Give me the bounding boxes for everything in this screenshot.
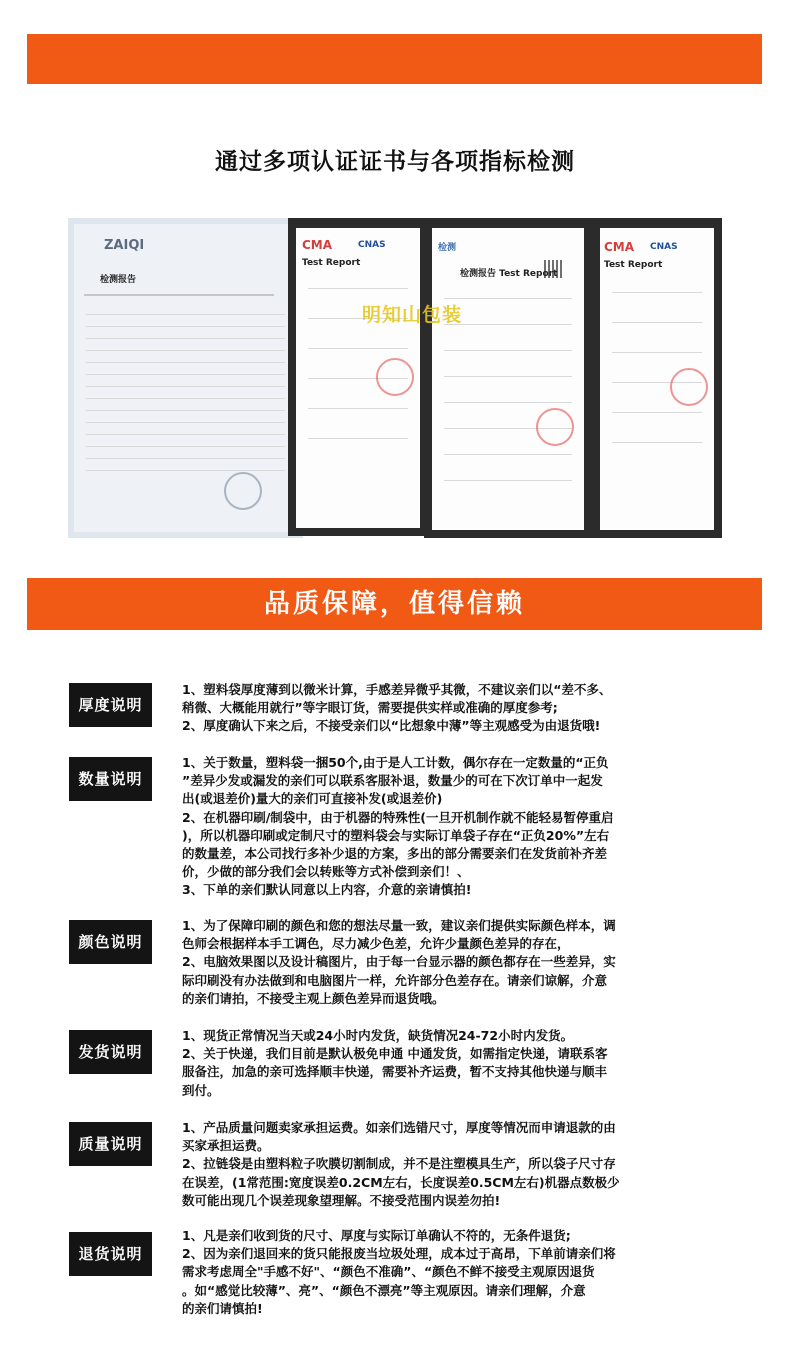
certificate-image-3 [424, 218, 592, 538]
text-returns: 1、凡是亲们收到货的尺寸、厚度与实际订单确认不符的，无条件退货; 2、因为亲们退回来的货只能报废当垃圾处理，成本过于高昂，下单前请亲们将 需求考虑周全"手感不好"、“颜色不准确”、“颜色不鲜不接受主观原因退货 。如“感觉比较薄”、亮”、“颜色不漂亮”等主观原因。请亲们理解，介意 的亲们请慎拍! [182, 1228, 616, 1316]
cert-header-3: 检测报告 Test Report [460, 269, 558, 279]
label-color: 颜色说明 [69, 920, 152, 964]
cert-header-1: 检测报告 [100, 275, 137, 285]
label-quantity: 数量说明 [69, 757, 152, 801]
certificates-gallery [68, 218, 722, 538]
cert-logo-4: CMA [604, 240, 635, 254]
watermark-text: 明知山包装 [362, 304, 463, 326]
cnas-icon: CNAS [358, 240, 386, 250]
text-shipping: 1、现货正常情况当天或24小时内发货，缺货情况24-72小时内发货。 2、关于快递，我们目前是默认极免申通 中通发货，如需指定快递，请联系客 服备注，加急的亲可选择顺丰快递，需要补齐运费，暂不支持其他快递与顺丰 到付。 [182, 1028, 608, 1098]
cnas-icon: CNAS [650, 242, 678, 252]
certificate-image-2 [288, 218, 424, 536]
quality-banner: 品质保障，值得信赖 [27, 578, 762, 630]
text-color: 1、为了保障印刷的颜色和您的想法尽量一致，建议亲们提供实际颜色样本，调 色师会根据样本手工调色，尽力减少色差，允许少量颜色差异的存在， 2、电脑效果图以及设计稿图片，由于每一台显示器的颜色都存在一些差异，实 际印刷没有办法做到和电脑图片一样，允许部分色差存在。请亲们谅解，介意 的亲们请拍，不接受主观上颜色差异而退货哦。 [182, 918, 616, 1006]
text-quality: 1、产品质量问题卖家承担运费。如亲们选错尺寸，厚度等情况而申请退款的由 买家承担运费。 2、拉链袋是由塑料粒子吹膜切割制成，并不是注塑模具生产，所以袋子尺寸存 在误差，(1常范围:宽度误差0.2CM左右，长度误差0.5CM左右)机器点数极少 数可能出现几个误差现象望理解。不接受范围内误差勿拍! [182, 1120, 620, 1208]
stamp-icon [670, 368, 708, 406]
stamp-icon [536, 408, 574, 446]
label-quality: 质量说明 [69, 1122, 152, 1166]
stamp-icon [376, 358, 414, 396]
cert-header-2: Test Report [302, 258, 361, 268]
certificate-image-1 [68, 218, 303, 538]
cert-header-4: Test Report [604, 260, 663, 270]
label-returns: 退货说明 [69, 1232, 152, 1276]
top-orange-bar [27, 34, 762, 84]
cert-logo-2: CMA [302, 238, 333, 252]
text-quantity: 1、关于数量，塑料袋一捆50个,由于是人工计数，偶尔存在一定数量的“正负 ”差异少发或漏发的亲们可以联系客服补退，数量少的可在下次订单中一起发 出(或退差价)量大的亲们可直接补发(或退差价) 2、在机器印刷/制袋中，由于机器的特殊性(一旦开机制作就不能轻易暂停重启 )，所以机器印刷或定制尺寸的塑料袋会与实际订单袋子存在“正负20%”左右 的数量差，本公司找行多补少退的方案，多出的部分需要亲们在发货前补齐差 价，少做的部分我们会以转账等方式补偿到亲们！、 3、下单的亲们默认同意以上内容，介意的亲请慎拍! [182, 755, 614, 898]
cert-logo-3: 检测 [438, 243, 457, 253]
text-thickness: 1、塑料袋厚度薄到以微米计算，手感差异微乎其微，不建议亲们以“差不多、 稍微、大概能用就行”等字眼订货，需要提供实样或准确的厚度参考; 2、厚度确认下来之后，不接受亲们以“比想象中薄”等主观感受为由退货哦! [182, 682, 612, 734]
label-thickness: 厚度说明 [69, 683, 152, 727]
cert-logo-1: ZAIQI [104, 238, 145, 253]
label-shipping: 发货说明 [69, 1030, 152, 1074]
certificate-image-4 [592, 218, 722, 538]
stamp-icon [224, 472, 262, 510]
certificates-title: 通过多项认证证书与各项指标检测 [215, 149, 575, 175]
